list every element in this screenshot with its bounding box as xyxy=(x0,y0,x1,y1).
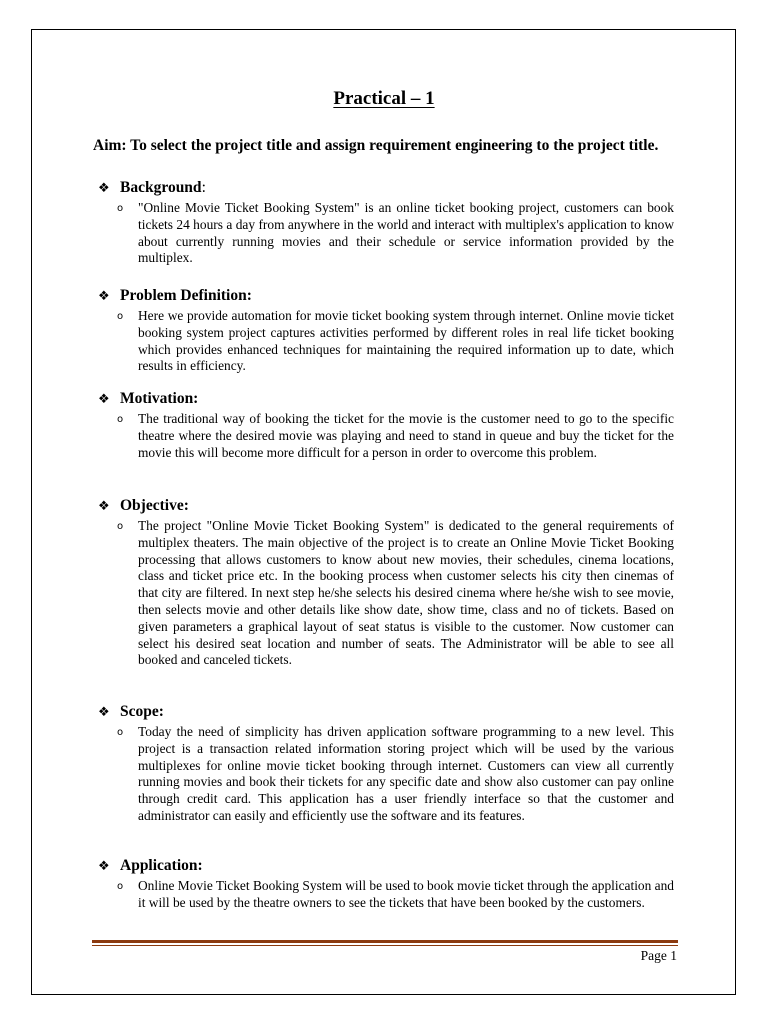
item-text: Here we provide automation for movie ticket booking system through internet. Online movie ticket booking system project captures activities performed by different roles in real life ticket booking which provides enhanced techniques for maintaining the required information up to date, which results in efficiency. xyxy=(138,308,674,374)
footer-rule-thick xyxy=(92,940,678,943)
item-text: "Online Movie Ticket Booking System" is an online ticket booking project, customers can book tickets 24 hours a day from anywhere in the world and interact with multiplex's application to know about currently running movies and their schedule or service information provided by the multiplex. xyxy=(138,200,674,266)
footer-rule-thin xyxy=(92,945,678,946)
section-application xyxy=(98,856,678,912)
item-text: Today the need of simplicity has driven application software programming to a new level. This project is a transaction related information storing project which will be used by the various multiplexes for online movie ticket booking through internet. Customers can view all currently running movies and book their tickets for any specific date and show also customer can pay online through credit card. This application has a user friendly interface so that the customer and administrator can easily and efficiently use the software and its features. xyxy=(138,724,674,823)
diamond-bullet-icon: ❖ xyxy=(98,289,110,304)
section-heading xyxy=(98,496,678,517)
section-heading xyxy=(98,178,678,199)
diamond-bullet-icon: ❖ xyxy=(98,392,110,407)
circle-bullet-icon: o xyxy=(117,881,124,892)
circle-bullet-icon: o xyxy=(117,414,124,425)
section-background xyxy=(98,178,678,267)
list-item xyxy=(98,518,678,669)
circle-bullet-icon: o xyxy=(117,311,124,322)
circle-bullet-icon: o xyxy=(117,727,124,738)
list-item xyxy=(98,878,678,912)
section-scope xyxy=(98,702,678,825)
diamond-bullet-icon: ❖ xyxy=(98,859,110,874)
item-text: The traditional way of booking the ticket for the movie is the customer need to go to the specific theatre where the desired movie was playing and need to stand in queue and buy the ticket for the movie this will become more difficult for a person in order to overcome this problem. xyxy=(138,411,674,460)
section-heading xyxy=(98,856,678,877)
section-motivation xyxy=(98,389,678,461)
heading-suffix: : xyxy=(201,179,206,196)
section-heading xyxy=(98,286,678,307)
diamond-bullet-icon: ❖ xyxy=(98,499,110,514)
diamond-bullet-icon: ❖ xyxy=(98,705,110,720)
list-item xyxy=(98,200,678,267)
heading-label: Objective: xyxy=(120,497,189,514)
list-item xyxy=(98,724,678,825)
section-heading xyxy=(98,702,678,723)
heading-label: Scope: xyxy=(120,703,164,720)
section-problem-definition xyxy=(98,286,678,375)
heading-label: Problem Definition: xyxy=(120,287,252,304)
heading-label: Application: xyxy=(120,857,203,874)
item-text: Online Movie Ticket Booking System will be used to book movie ticket through the application and it will be used by the theatre owners to see the tickets that have been booked by the customers. xyxy=(138,878,674,910)
heading-label: Background xyxy=(120,179,202,196)
item-text: The project "Online Movie Ticket Booking System" is dedicated to the general requirements of multiplex theaters. The main objective of the project is to create an Online Movie Ticket Booking processing that allows customers to know about new movies, their schedules, cinema locations, class and ticket price etc. In the booking process when customer selects his city then cinemas of that city are filtered. In next step he/she selects his desired cinema where he/she wish to see movie, then selects movie and other details like show date, show time, class and no of tickets. Based on given parameters a graphical layout of seat status is visible to the customer. Now customer can select his desired seat location and number of seats. The Administrator will be able to see all booked and canceled tickets. xyxy=(138,518,674,668)
section-objective xyxy=(98,496,678,669)
heading-label: Motivation: xyxy=(120,390,199,407)
aim-statement: Aim: To select the project title and assign requirement engineering to the project title. xyxy=(93,137,659,154)
page-title: Practical – 1 xyxy=(333,88,435,109)
list-item xyxy=(98,411,678,461)
circle-bullet-icon: o xyxy=(117,521,124,532)
list-item xyxy=(98,308,678,375)
page-number: Page 1 xyxy=(640,948,677,963)
section-heading xyxy=(98,389,678,410)
circle-bullet-icon: o xyxy=(117,203,124,214)
diamond-bullet-icon: ❖ xyxy=(98,181,110,196)
